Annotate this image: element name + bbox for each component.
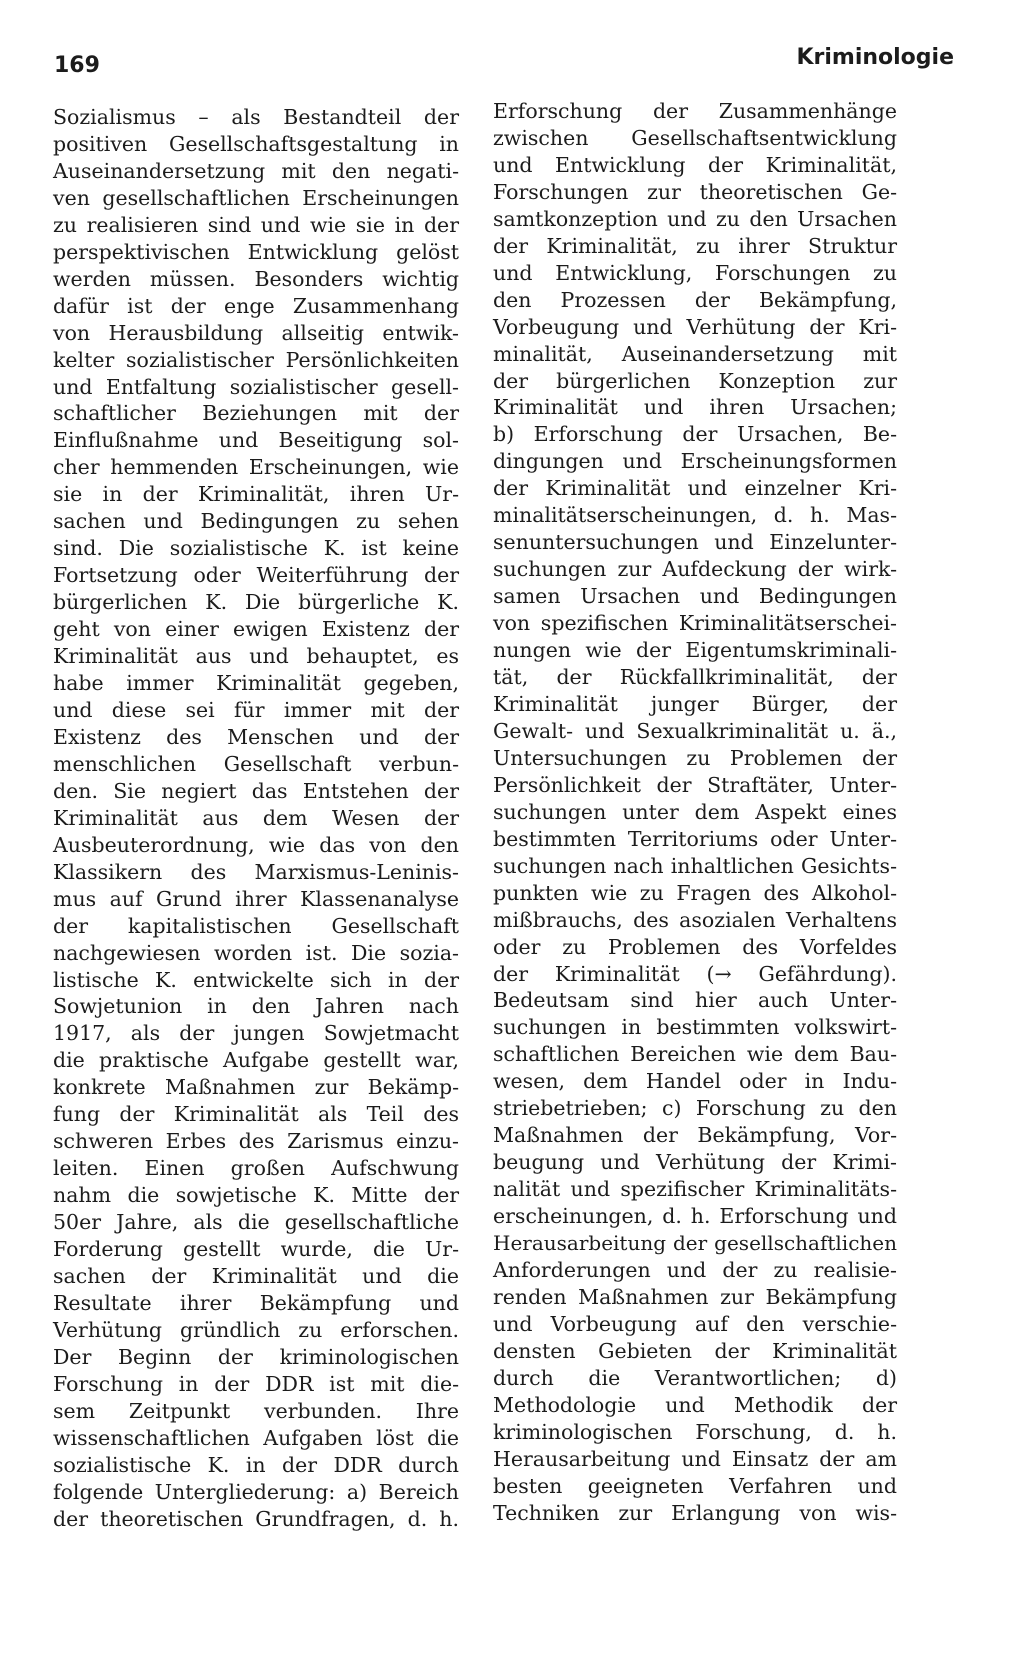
right-column-line: minalitätserscheinungen, d. h. Mas- xyxy=(493,503,897,528)
left-column-line: 1917, als der jungen Sowjetmacht xyxy=(53,1021,459,1046)
right-column-line: senuntersuchungen und Einzelunter- xyxy=(493,530,897,555)
right-column-line: striebetrieben; c) Forschung zu den xyxy=(493,1096,897,1121)
left-column-line: sachen und Bedingungen zu sehen xyxy=(53,509,459,534)
left-column-line: Forderung gestellt wurde, die Ur- xyxy=(53,1237,459,1262)
right-column-line: Erforschung der Zusammenhänge xyxy=(493,99,897,123)
left-column-line: sem Zeitpunkt verbunden. Ihre xyxy=(53,1398,459,1423)
left-column-line: Sozialismus – als Bestandteil der xyxy=(53,105,459,129)
left-column-line: cher hemmenden Erscheinungen, wie xyxy=(53,455,459,480)
left-column-line: Kriminalität aus dem Wesen der xyxy=(53,805,459,830)
left-column-line: leiten. Einen großen Aufschwung xyxy=(53,1156,459,1181)
right-column-line: nalität und spezifischer Kriminalitäts- xyxy=(493,1177,897,1202)
left-column-line: menschlichen Gesellschaft verbun- xyxy=(53,751,459,776)
right-column-line: b) Erforschung der Ursachen, Be- xyxy=(493,422,897,447)
left-column-line: positiven Gesellschaftsgestaltung in xyxy=(53,131,459,156)
right-column-line: Techniken zur Erlangung von wis- xyxy=(493,1500,897,1525)
left-column-line: listische K. entwickelte sich in der xyxy=(53,967,459,992)
right-column-line: erscheinungen, d. h. Erforschung und xyxy=(493,1204,897,1229)
left-column-line: Verhütung gründlich zu erforschen. xyxy=(53,1317,459,1342)
left-column-line: Sowjetunion in den Jahren nach xyxy=(53,994,459,1019)
left-column-line: sozialistische K. in der DDR durch xyxy=(53,1452,459,1477)
left-column-line: 50er Jahre, als die gesellschaftliche xyxy=(53,1210,459,1235)
right-column-line: der Kriminalität und einzelner Kri- xyxy=(493,476,897,501)
right-column-line: renden Maßnahmen zur Bekämpfung xyxy=(493,1284,897,1309)
left-column-line: Der Beginn der kriminologischen xyxy=(53,1344,459,1369)
right-column-line: der Kriminalität, zu ihrer Struktur xyxy=(493,233,897,258)
right-column-line: samen Ursachen und Bedingungen xyxy=(493,584,897,609)
right-column-line: Kriminalität junger Bürger, der xyxy=(493,691,897,716)
right-column-line: kriminologischen Forschung, d. h. xyxy=(493,1419,897,1444)
left-column-line: Forschung in der DDR ist mit die- xyxy=(53,1371,459,1396)
right-column-line: Vorbeugung und Verhütung der Kri- xyxy=(493,314,897,339)
right-column-line: Gewalt- und Sexualkriminalität u. ä., xyxy=(493,718,897,743)
right-column-line: zwischen Gesellschaftsentwicklung xyxy=(493,125,897,150)
right-column-line: und Entwicklung, Forschungen zu xyxy=(493,260,897,285)
left-column-line: nahm die sowjetische K. Mitte der xyxy=(53,1183,459,1208)
running-head: Kriminologie xyxy=(796,45,954,70)
right-column-line: mißbrauchs, des asozialen Verhaltens xyxy=(493,907,897,932)
left-column-line: Ausbeuterordnung, wie das von den xyxy=(53,832,459,857)
left-column-line: dafür ist der enge Zusammenhang xyxy=(53,293,459,318)
right-column-line: den Prozessen der Bekämpfung, xyxy=(493,287,897,312)
left-column-line: perspektivischen Entwicklung gelöst xyxy=(53,239,459,264)
right-column-line: densten Gebieten der Kriminalität xyxy=(493,1338,897,1363)
left-column-line: folgende Untergliederung: a) Bereich xyxy=(53,1479,459,1504)
left-column-line: Fortsetzung oder Weiterführung der xyxy=(53,563,459,588)
right-column-line: Methodologie und Methodik der xyxy=(493,1392,897,1417)
left-column-line: zu realisieren sind und wie sie in der xyxy=(53,212,459,237)
page-number: 169 xyxy=(54,53,100,78)
right-column-line: Anforderungen und der zu realisie- xyxy=(493,1257,897,1282)
right-column-line: suchungen unter dem Aspekt eines xyxy=(493,799,897,824)
right-column-line: suchungen nach inhaltlichen Gesichts- xyxy=(493,853,897,878)
left-text-column xyxy=(53,104,459,1533)
right-text-column xyxy=(493,98,897,1527)
right-column-line: der bürgerlichen Konzeption zur xyxy=(493,368,897,393)
left-column-line: geht von einer ewigen Existenz der xyxy=(53,617,459,642)
left-column-line: sachen der Kriminalität und die xyxy=(53,1263,459,1288)
right-column-line: suchungen zur Aufdeckung der wirk- xyxy=(493,557,897,582)
left-column-line: nachgewiesen worden ist. Die sozia- xyxy=(53,940,459,965)
right-column-line: durch die Verantwortlichen; d) xyxy=(493,1365,897,1390)
left-column-line: die praktische Aufgabe gestellt war, xyxy=(53,1048,459,1073)
right-column-line: besten geeigneten Verfahren und xyxy=(493,1473,897,1498)
right-column-line: von spezifischen Kriminalitätserschei- xyxy=(493,611,897,636)
right-column-line: Bedeutsam sind hier auch Unter- xyxy=(493,988,897,1013)
left-column-line: Klassikern des Marxismus-Leninis- xyxy=(53,859,459,884)
left-column-line: und Entfaltung sozialistischer gesell- xyxy=(53,374,459,399)
right-column-line: bestimmten Territoriums oder Unter- xyxy=(493,826,897,851)
left-column-line: den. Sie negiert das Entstehen der xyxy=(53,778,459,803)
left-column-line: fung der Kriminalität als Teil des xyxy=(53,1102,459,1127)
left-column-line: wissenschaftlichen Aufgaben löst die xyxy=(53,1425,459,1450)
left-column-line: werden müssen. Besonders wichtig xyxy=(53,266,459,291)
left-column-line: der kapitalistischen Gesellschaft xyxy=(53,913,459,938)
left-column-line: schweren Erbes des Zarismus einzu- xyxy=(53,1129,459,1154)
right-column-line: und Vorbeugung auf den verschie- xyxy=(493,1311,897,1336)
left-column-line: und diese sei für immer mit der xyxy=(53,697,459,722)
left-column-line: kelter sozialistischer Persönlichkeiten xyxy=(53,347,459,372)
right-column-line: suchungen in bestimmten volkswirt- xyxy=(493,1015,897,1040)
right-column-line: tät, der Rückfallkriminalität, der xyxy=(493,665,897,690)
left-column-line: sind. Die sozialistische K. ist keine xyxy=(53,536,459,561)
left-column-line: von Herausbildung allseitig entwik- xyxy=(53,320,459,345)
right-column-line: punkten wie zu Fragen des Alkohol- xyxy=(493,880,897,905)
right-column-line: dingungen und Erscheinungsformen xyxy=(493,449,897,474)
right-column-line: oder zu Problemen des Vorfeldes xyxy=(493,934,897,959)
left-column-line: habe immer Kriminalität gegeben, xyxy=(53,671,459,696)
right-column-line: und Entwicklung der Kriminalität, xyxy=(493,152,897,177)
right-column-line: nungen wie der Eigentumskriminali- xyxy=(493,638,897,663)
left-column-line: sie in der Kriminalität, ihren Ur- xyxy=(53,482,459,507)
right-column-line: samtkonzeption und zu den Ursachen xyxy=(493,206,897,231)
left-column-line: mus auf Grund ihrer Klassenanalyse xyxy=(53,886,459,911)
right-column-line: der Kriminalität (→ Gefährdung). xyxy=(493,961,897,986)
left-column-line: bürgerlichen K. Die bürgerliche K. xyxy=(53,590,459,615)
left-column-line: Auseinandersetzung mit den negati- xyxy=(53,158,459,183)
right-column-line: schaftlichen Bereichen wie dem Bau- xyxy=(493,1042,897,1067)
right-column-line: wesen, dem Handel oder in Indu- xyxy=(493,1069,897,1094)
right-column-line: Forschungen zur theoretischen Ge- xyxy=(493,179,897,204)
left-column-line: schaftlicher Beziehungen mit der xyxy=(53,401,459,426)
right-column-line: Untersuchungen zu Problemen der xyxy=(493,745,897,770)
left-column-line: konkrete Maßnahmen zur Bekämp- xyxy=(53,1075,459,1100)
left-column-line: der theoretischen Grundfragen, d. h. xyxy=(53,1506,459,1531)
right-column-line: beugung und Verhütung der Krimi- xyxy=(493,1150,897,1175)
left-column-line: Einflußnahme und Beseitigung sol- xyxy=(53,428,459,453)
right-column-line: Kriminalität und ihren Ursachen; xyxy=(493,395,897,420)
left-column-line: Resultate ihrer Bekämpfung und xyxy=(53,1290,459,1315)
left-column-line: Kriminalität aus und behauptet, es xyxy=(53,644,459,669)
left-column-line: ven gesellschaftlichen Erscheinungen xyxy=(53,185,459,210)
right-column-line: Herausarbeitung der gesellschaftlichen xyxy=(493,1231,897,1256)
right-column-line: Persönlichkeit der Straftäter, Unter- xyxy=(493,772,897,797)
right-column-line: minalität, Auseinandersetzung mit xyxy=(493,341,897,366)
right-column-line: Maßnahmen der Bekämpfung, Vor- xyxy=(493,1123,897,1148)
left-column-line: Existenz des Menschen und der xyxy=(53,724,459,749)
right-column-line: Herausarbeitung und Einsatz der am xyxy=(493,1446,897,1471)
